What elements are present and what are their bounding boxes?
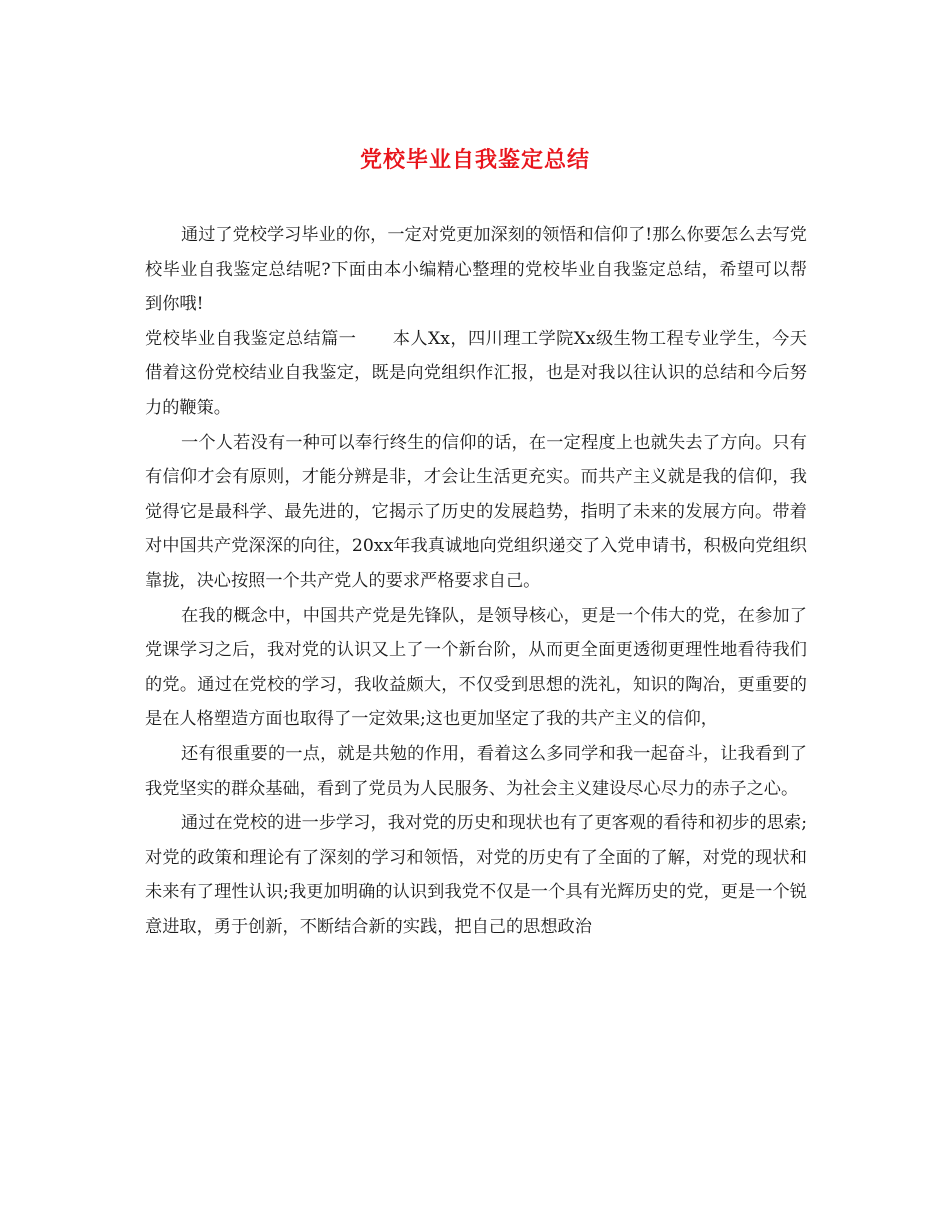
- body-paragraph-2: 在我的概念中，中国共产党是先锋队，是领导核心，更是一个伟大的党，在参加了党课学习之后，我对党的认识又上了一个新台阶，从而更全面更透彻更理性地看待我们的党。通过在党校的学习，我收益颇大，不仅受到思想的洗礼，知识的陶冶，更重要的是在人格塑造方面也取得了一定效果;这也更加坚定了我的共产主义的信仰，: [145, 605, 807, 730]
- body-paragraph-3: 还有很重要的一点，就是共勉的作用，看着这么多同学和我一起奋斗，让我看到了我党坚实的群众基础，看到了党员为人民服务、为社会主义建设尽心尽力的赤子之心。: [145, 743, 807, 799]
- section-heading: 党校毕业自我鉴定总结篇一: [145, 328, 357, 349]
- document-body: [145, 218, 807, 944]
- document-title: 党校毕业自我鉴定总结: [359, 148, 590, 173]
- body-paragraph-4: 通过在党校的进一步学习，我对党的历史和现状也有了更客观的看待和初步的思索;对党的政策和理论有了深刻的学习和领悟，对党的历史有了全面的了解，对党的现状和未来有了理性认识;我更加明确的认识到我党不仅是一个具有光辉历史的党，更是一个锐意进取，勇于创新，不断结合新的实践，把自己的思想政治: [145, 813, 807, 937]
- section-first-text: 本人Xx，四川理工学院Xx级生物工程专业学生，今天借着这份党校结业自我鉴定，既是向党组织作汇报，也是对我以往认识的总结和今后努力的鞭策。: [145, 328, 807, 418]
- body-paragraph-1: 一个人若没有一种可以奉行终生的信仰的话，在一定程度上也就失去了方向。只有有信仰才会有原则，才能分辨是非，才会让生活更充实。而共产主义就是我的信仰，我觉得它是最科学、最先进的，它揭示了历史的发展趋势，指明了未来的发展方向。带着对中国共产党深深的向往，20xx年我真诚地向党组织递交了入党申请书，积极向党组织靠拢，决心按照一个共产党人的要求严格要求自己。: [145, 432, 807, 591]
- intro-paragraph: 通过了党校学习毕业的你，一定对党更加深刻的领悟和信仰了!那么你要怎么去写党校毕业自我鉴定总结呢?下面由本小编精心整理的党校毕业自我鉴定总结，希望可以帮到你哦!: [145, 225, 807, 315]
- section-paragraph: [145, 322, 807, 426]
